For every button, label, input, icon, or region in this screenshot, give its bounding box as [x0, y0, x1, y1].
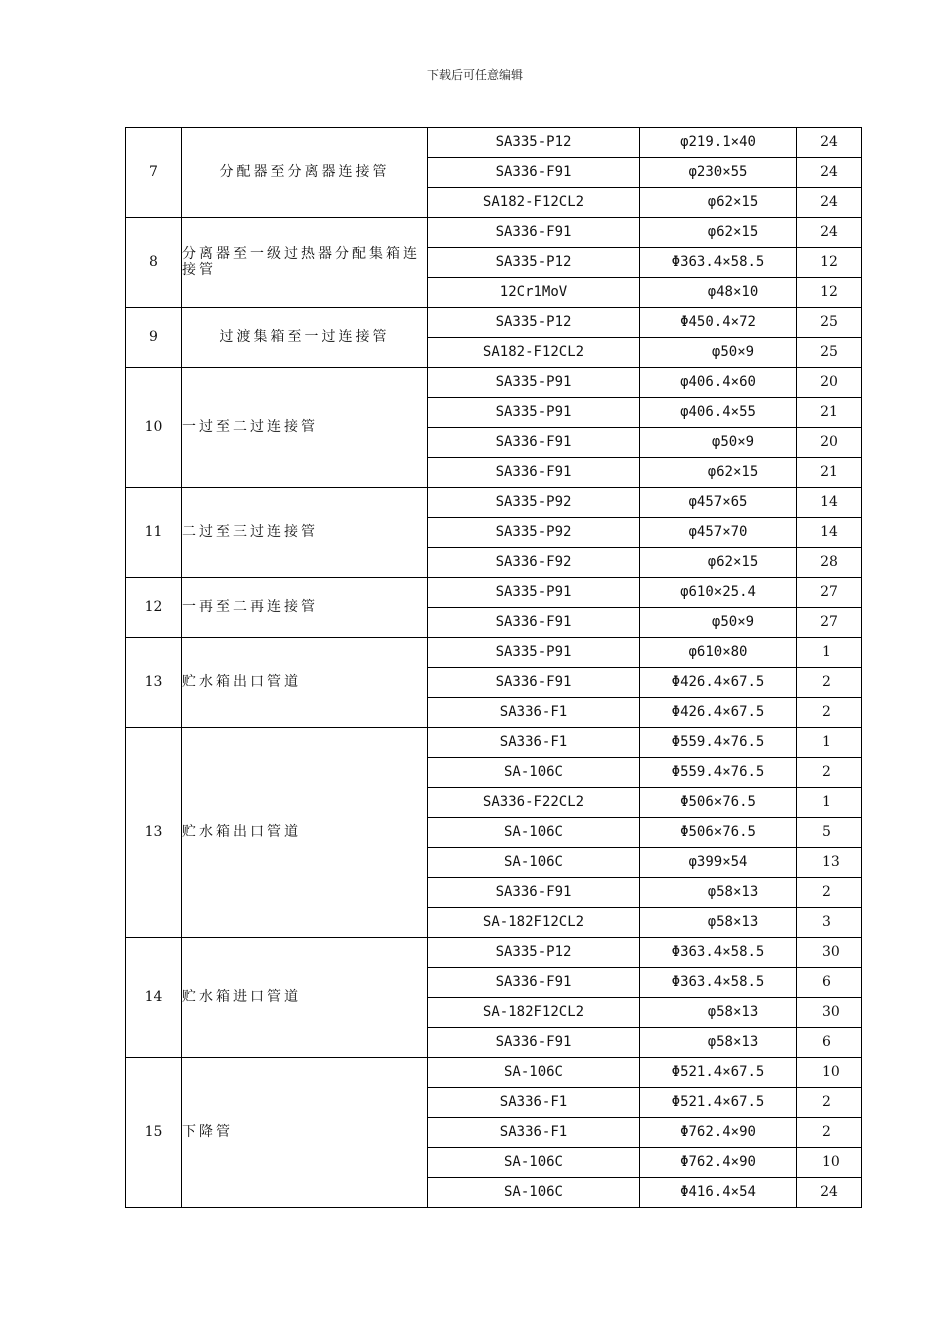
- size-cell: Φ506×76.5: [640, 818, 797, 848]
- table-row: [126, 218, 862, 248]
- material-cell: SA335-P91: [428, 638, 640, 668]
- table-row: [126, 368, 862, 398]
- qty-cell: 20: [797, 368, 862, 398]
- size-cell: Φ426.4×67.5: [640, 668, 797, 698]
- material-cell: SA335-P91: [428, 368, 640, 398]
- table-row: [126, 728, 862, 758]
- size-cell: φ610×80: [640, 638, 797, 668]
- material-cell: SA336-F91: [428, 218, 640, 248]
- material-cell: SA182-F12CL2: [428, 188, 640, 218]
- size-cell: Φ363.4×58.5: [640, 248, 797, 278]
- qty-cell: 3: [797, 908, 862, 938]
- material-cell: SA-182F12CL2: [428, 998, 640, 1028]
- qty-cell: 21: [797, 398, 862, 428]
- table-row: [126, 128, 862, 158]
- pipe-spec-table: [125, 127, 862, 1208]
- size-cell: Φ762.4×90: [640, 1148, 797, 1178]
- row-number: 14: [126, 938, 182, 1058]
- qty-cell: 12: [797, 278, 862, 308]
- material-cell: SA336-F91: [428, 878, 640, 908]
- qty-cell: 14: [797, 518, 862, 548]
- material-cell: SA335-P12: [428, 308, 640, 338]
- size-cell: φ406.4×55: [640, 398, 797, 428]
- material-cell: SA336-F91: [428, 608, 640, 638]
- material-cell: SA-182F12CL2: [428, 908, 640, 938]
- material-cell: SA336-F91: [428, 668, 640, 698]
- material-cell: SA336-F1: [428, 1088, 640, 1118]
- material-cell: SA335-P91: [428, 398, 640, 428]
- material-cell: SA335-P92: [428, 488, 640, 518]
- table-row: [126, 1058, 862, 1088]
- material-cell: SA336-F91: [428, 458, 640, 488]
- qty-cell: 10: [797, 1058, 862, 1088]
- qty-cell: 24: [797, 158, 862, 188]
- size-cell: Φ521.4×67.5: [640, 1058, 797, 1088]
- row-number: 12: [126, 578, 182, 638]
- qty-cell: 2: [797, 758, 862, 788]
- qty-cell: 27: [797, 608, 862, 638]
- size-cell: φ62×15: [640, 458, 797, 488]
- size-cell: φ48×10: [640, 278, 797, 308]
- table-row: [126, 638, 862, 668]
- row-name: 贮水箱出口管道: [182, 638, 428, 728]
- qty-cell: 20: [797, 428, 862, 458]
- row-name: 贮水箱出口管道: [182, 728, 428, 938]
- material-cell: SA335-P12: [428, 248, 640, 278]
- size-cell: φ50×9: [640, 428, 797, 458]
- size-cell: φ58×13: [640, 908, 797, 938]
- size-cell: φ58×13: [640, 998, 797, 1028]
- material-cell: SA336-F91: [428, 968, 640, 998]
- size-cell: φ62×15: [640, 218, 797, 248]
- table-row: [126, 938, 862, 968]
- row-number: 13: [126, 728, 182, 938]
- qty-cell: 2: [797, 698, 862, 728]
- size-cell: φ50×9: [640, 608, 797, 638]
- size-cell: φ457×70: [640, 518, 797, 548]
- qty-cell: 2: [797, 878, 862, 908]
- qty-cell: 30: [797, 938, 862, 968]
- size-cell: φ610×25.4: [640, 578, 797, 608]
- material-cell: SA336-F1: [428, 1118, 640, 1148]
- row-number: 9: [126, 308, 182, 368]
- qty-cell: 24: [797, 218, 862, 248]
- material-cell: SA-106C: [428, 818, 640, 848]
- row-name: 贮水箱进口管道: [182, 938, 428, 1058]
- size-cell: Φ450.4×72: [640, 308, 797, 338]
- row-name: 一过至二过连接管: [182, 368, 428, 488]
- material-cell: SA335-P92: [428, 518, 640, 548]
- size-cell: φ58×13: [640, 878, 797, 908]
- size-cell: Φ363.4×58.5: [640, 938, 797, 968]
- material-cell: SA182-F12CL2: [428, 338, 640, 368]
- qty-cell: 1: [797, 788, 862, 818]
- qty-cell: 5: [797, 818, 862, 848]
- size-cell: Φ521.4×67.5: [640, 1088, 797, 1118]
- qty-cell: 10: [797, 1148, 862, 1178]
- size-cell: Φ426.4×67.5: [640, 698, 797, 728]
- qty-cell: 1: [797, 728, 862, 758]
- material-cell: SA336-F1: [428, 698, 640, 728]
- qty-cell: 30: [797, 998, 862, 1028]
- size-cell: φ62×15: [640, 548, 797, 578]
- qty-cell: 13: [797, 848, 862, 878]
- row-number: 10: [126, 368, 182, 488]
- material-cell: SA336-F91: [428, 158, 640, 188]
- qty-cell: 24: [797, 1178, 862, 1208]
- qty-cell: 28: [797, 548, 862, 578]
- qty-cell: 2: [797, 668, 862, 698]
- size-cell: Φ559.4×76.5: [640, 728, 797, 758]
- row-number: 11: [126, 488, 182, 578]
- row-number: 8: [126, 218, 182, 308]
- size-cell: φ58×13: [640, 1028, 797, 1058]
- material-cell: SA-106C: [428, 1148, 640, 1178]
- row-name: 过渡集箱至一过连接管: [182, 308, 428, 368]
- size-cell: φ62×15: [640, 188, 797, 218]
- material-cell: SA336-F91: [428, 1028, 640, 1058]
- qty-cell: 25: [797, 308, 862, 338]
- table-row: [126, 488, 862, 518]
- row-number: 13: [126, 638, 182, 728]
- material-cell: SA336-F1: [428, 728, 640, 758]
- qty-cell: 14: [797, 488, 862, 518]
- row-name: 二过至三过连接管: [182, 488, 428, 578]
- row-name: 一再至二再连接管: [182, 578, 428, 638]
- size-cell: Φ506×76.5: [640, 788, 797, 818]
- material-cell: 12Cr1MoV: [428, 278, 640, 308]
- qty-cell: 24: [797, 128, 862, 158]
- size-cell: φ50×9: [640, 338, 797, 368]
- material-cell: SA-106C: [428, 758, 640, 788]
- qty-cell: 25: [797, 338, 862, 368]
- material-cell: SA335-P12: [428, 128, 640, 158]
- row-name: 分离器至一级过热器分配集箱连接管: [182, 218, 428, 308]
- size-cell: φ399×54: [640, 848, 797, 878]
- size-cell: φ230×55: [640, 158, 797, 188]
- row-name: 下降管: [182, 1058, 428, 1208]
- material-cell: SA-106C: [428, 1178, 640, 1208]
- table-row: [126, 578, 862, 608]
- qty-cell: 27: [797, 578, 862, 608]
- material-cell: SA336-F92: [428, 548, 640, 578]
- size-cell: φ457×65: [640, 488, 797, 518]
- size-cell: Φ416.4×54: [640, 1178, 797, 1208]
- material-cell: SA335-P12: [428, 938, 640, 968]
- material-cell: SA335-P91: [428, 578, 640, 608]
- qty-cell: 6: [797, 1028, 862, 1058]
- size-cell: Φ559.4×76.5: [640, 758, 797, 788]
- size-cell: φ406.4×60: [640, 368, 797, 398]
- size-cell: Φ363.4×58.5: [640, 968, 797, 998]
- row-number: 15: [126, 1058, 182, 1208]
- qty-cell: 2: [797, 1118, 862, 1148]
- qty-cell: 24: [797, 188, 862, 218]
- size-cell: φ219.1×40: [640, 128, 797, 158]
- material-cell: SA-106C: [428, 848, 640, 878]
- qty-cell: 6: [797, 968, 862, 998]
- row-name: 分配器至分离器连接管: [182, 128, 428, 218]
- qty-cell: 1: [797, 638, 862, 668]
- row-number: 7: [126, 128, 182, 218]
- material-cell: SA-106C: [428, 1058, 640, 1088]
- table-row: [126, 308, 862, 338]
- page-header: 下载后可任意编辑: [426, 68, 523, 82]
- size-cell: Φ762.4×90: [640, 1118, 797, 1148]
- material-cell: SA336-F22CL2: [428, 788, 640, 818]
- qty-cell: 12: [797, 248, 862, 278]
- qty-cell: 21: [797, 458, 862, 488]
- qty-cell: 2: [797, 1088, 862, 1118]
- material-cell: SA336-F91: [428, 428, 640, 458]
